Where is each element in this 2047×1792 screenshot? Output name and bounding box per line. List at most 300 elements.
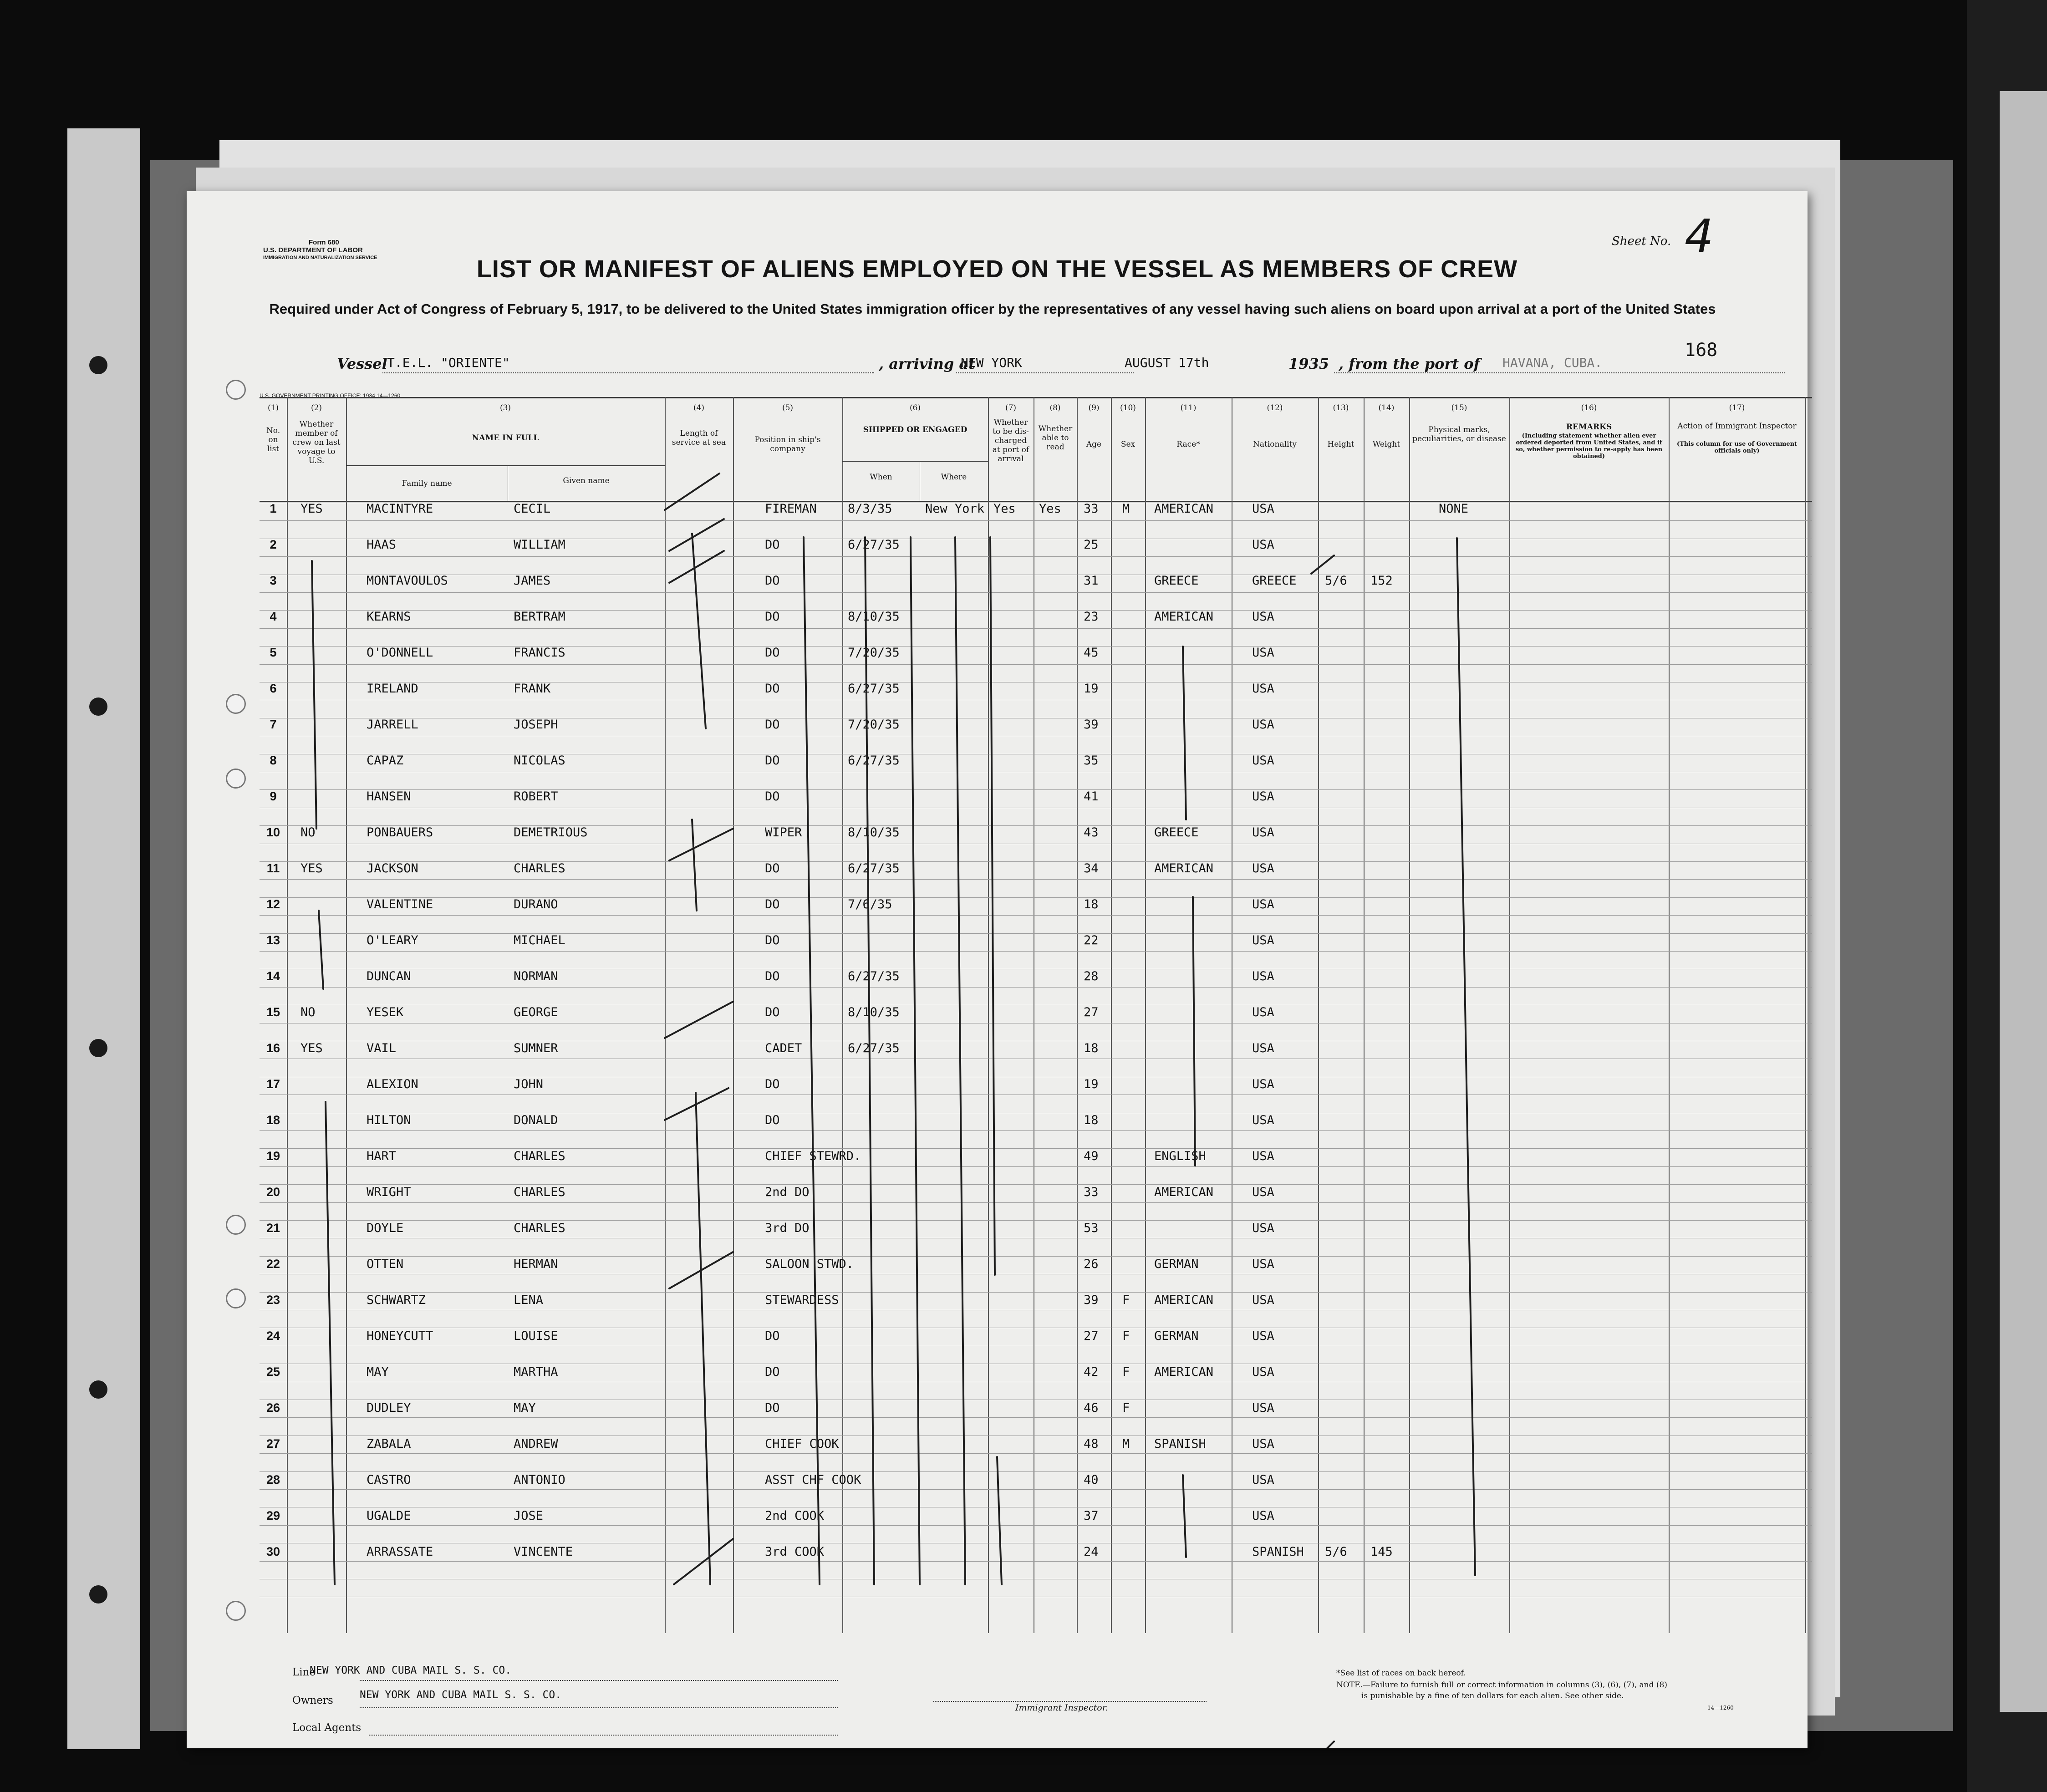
given-name-cell: NICOLAS	[514, 753, 565, 768]
position-cell: STEWARDESS	[765, 1293, 839, 1307]
nationality-cell: USA	[1252, 861, 1274, 876]
header-discharged: Whether to be dis-charged at port of arrival	[992, 418, 1029, 463]
family-name-cell: JACKSON	[367, 861, 418, 876]
row-number-cell: 14	[266, 969, 280, 983]
nationality-cell: USA	[1252, 897, 1274, 911]
nationality-cell: USA	[1252, 1257, 1274, 1271]
ditto-line-prev	[319, 911, 323, 989]
row-number-cell: 9	[270, 789, 277, 803]
colnum-4: (4)	[693, 403, 705, 412]
race-cell: AMERICAN	[1154, 861, 1214, 876]
shipped-when-cell: 8/3/35	[848, 502, 892, 516]
given-name-cell: ROBERT	[514, 789, 558, 804]
age-cell: 18	[1084, 1113, 1099, 1127]
previous-voyage-cell: YES	[300, 502, 323, 516]
family-name-cell: MAY	[367, 1365, 389, 1379]
height-cell: 5/6	[1325, 574, 1347, 588]
header-height: Height	[1327, 440, 1354, 449]
ditto-line-race	[1193, 897, 1195, 1166]
row-number-cell: 30	[266, 1545, 280, 1558]
nationality-cell: USA	[1252, 825, 1274, 840]
age-cell: 22	[1084, 933, 1099, 947]
ditto-line-race	[1183, 1475, 1186, 1557]
shipped-when-cell: 6/27/35	[848, 538, 900, 552]
row-number-cell: 7	[270, 718, 277, 731]
colnum-5: (5)	[782, 403, 794, 412]
header-able-to-read: Whether able to read	[1038, 424, 1073, 452]
age-cell: 18	[1084, 897, 1099, 911]
header-given-name: Given name	[563, 476, 610, 485]
nationality-cell: USA	[1252, 753, 1274, 768]
handwritten-marks-layer	[187, 191, 1808, 1748]
colnum-13: (13)	[1333, 403, 1349, 412]
race-cell: AMERICAN	[1154, 1185, 1214, 1199]
age-cell: 19	[1084, 682, 1099, 696]
row-number-cell: 2	[270, 538, 277, 551]
family-name-cell: PONBAUERS	[367, 825, 433, 840]
binding-hole	[89, 1585, 107, 1604]
given-name-cell: FRANCIS	[514, 646, 565, 660]
age-cell: 37	[1084, 1509, 1099, 1523]
nationality-cell: USA	[1252, 610, 1274, 624]
document-subtitle: Required under Act of Congress of February 5, 1917, to be delivered to the United States immigration officer by the representatives of any vessel having such aliens on board upon arrival at a port of the United States	[269, 301, 1716, 317]
colnum-12: (12)	[1267, 403, 1283, 412]
inspector-label: Immigrant Inspector.	[1015, 1703, 1108, 1713]
shipped-when-cell: 6/27/35	[848, 682, 900, 696]
nationality-cell: USA	[1252, 1329, 1274, 1343]
ditto-line-marks	[1457, 538, 1475, 1575]
family-name-cell: HILTON	[367, 1113, 411, 1127]
family-name-cell: CASTRO	[367, 1473, 411, 1487]
position-cell: FIREMAN	[765, 502, 817, 516]
header-physical-marks: Physical marks, peculiarities, or disease	[1412, 425, 1506, 443]
family-name-cell: MACINTYRE	[367, 502, 433, 516]
header-family-name: Family name	[402, 479, 452, 488]
given-name-cell: WILLIAM	[514, 538, 565, 552]
length-of-service-check	[674, 1539, 733, 1584]
age-cell: 43	[1084, 825, 1099, 840]
line-value: NEW YORK AND CUBA MAIL S. S. CO.	[310, 1665, 512, 1676]
row-number-cell: 12	[266, 897, 280, 911]
nationality-cell: USA	[1252, 502, 1274, 516]
position-cell: DO	[765, 1113, 780, 1127]
age-cell: 39	[1084, 1293, 1099, 1307]
check-mark	[1311, 555, 1334, 574]
binding-hole	[89, 697, 107, 716]
given-name-cell: LOUISE	[514, 1329, 558, 1343]
nationality-cell: USA	[1252, 1149, 1274, 1163]
header-age: Age	[1086, 440, 1102, 449]
row-number-cell: 6	[270, 682, 277, 695]
family-name-cell: HONEYCUTT	[367, 1329, 433, 1343]
weight-cell: 145	[1370, 1545, 1393, 1559]
binding-hole	[89, 356, 107, 374]
age-cell: 27	[1084, 1005, 1099, 1019]
position-cell: SALOON STWD.	[765, 1257, 854, 1271]
given-name-cell: DONALD	[514, 1113, 558, 1127]
able-to-read-cell: Yes	[1039, 502, 1061, 516]
row-number-cell: 23	[266, 1293, 280, 1307]
header-shipped-or-engaged: SHIPPED OR ENGAGED	[863, 425, 967, 434]
nationality-cell: USA	[1252, 1077, 1274, 1091]
sex-cell: F	[1122, 1293, 1130, 1307]
arrival-date: AUGUST 17th	[1125, 355, 1209, 370]
family-name-cell: DUNCAN	[367, 969, 411, 983]
given-name-cell: DURANO	[514, 897, 558, 911]
race-cell: GREECE	[1154, 825, 1199, 840]
given-name-cell: JOHN	[514, 1077, 544, 1091]
owners-label: Owners	[292, 1695, 333, 1706]
age-cell: 40	[1084, 1473, 1099, 1487]
arriving-label: , arriving at	[879, 355, 975, 372]
age-cell: 42	[1084, 1365, 1099, 1379]
nationality-cell: USA	[1252, 789, 1274, 804]
sex-cell: F	[1122, 1401, 1130, 1415]
row-number-cell: 26	[266, 1401, 280, 1415]
given-name-cell: MICHAEL	[514, 933, 565, 947]
given-name-cell: JAMES	[514, 574, 551, 588]
family-name-cell: VALENTINE	[367, 897, 433, 911]
weight-cell: 152	[1370, 574, 1393, 588]
ditto-line-age	[955, 537, 965, 1584]
family-name-cell: O'DONNELL	[367, 646, 433, 660]
row-number-cell: 25	[266, 1365, 280, 1379]
race-cell: ENGLISH	[1154, 1149, 1206, 1163]
header-when: When	[870, 473, 892, 482]
given-name-cell: DEMETRIOUS	[514, 825, 588, 840]
form-number: Form 680	[309, 239, 339, 246]
given-name-cell: ANTONIO	[514, 1473, 565, 1487]
shipped-when-cell: 6/27/35	[848, 969, 900, 983]
binding-hole	[89, 1380, 107, 1399]
position-cell: CHIEF COOK	[765, 1437, 839, 1451]
sheet-number-value: 4	[1685, 209, 1714, 263]
position-cell: DO	[765, 610, 780, 624]
given-name-cell: CHARLES	[514, 1149, 565, 1163]
family-name-cell: O'LEARY	[367, 933, 418, 947]
race-cell: SPANISH	[1154, 1437, 1206, 1451]
ditto-line-prev	[326, 1102, 335, 1584]
ditto-line-sex	[990, 537, 995, 1275]
position-cell: 2nd DO	[765, 1185, 810, 1199]
header-length-of-service: Length of service at sea	[672, 429, 726, 447]
nationality-cell: USA	[1252, 1509, 1274, 1523]
nationality-cell: USA	[1252, 1401, 1274, 1415]
binding-strip-left	[67, 128, 140, 1749]
header-sex: Sex	[1120, 440, 1136, 449]
colnum-1: (1)	[267, 403, 279, 412]
discharged-cell: Yes	[993, 502, 1016, 516]
nationality-cell: USA	[1252, 682, 1274, 696]
age-cell: 19	[1084, 1077, 1099, 1091]
position-cell: DO	[765, 753, 780, 768]
length-of-service-check	[669, 829, 733, 860]
header-inspector-action: Action of Immigrant Inspector	[1677, 422, 1797, 431]
position-cell: 3rd COOK	[765, 1545, 825, 1559]
vessel-label: Vessel	[337, 355, 387, 372]
row-number-cell: 16	[266, 1041, 280, 1055]
race-cell: GREECE	[1154, 574, 1199, 588]
colnum-6: (6)	[909, 403, 921, 412]
row-number-cell: 1	[270, 502, 277, 515]
given-name-cell: BERTRAM	[514, 610, 565, 624]
nationality-cell: USA	[1252, 1473, 1274, 1487]
race-note: *See list of races on back hereof.	[1336, 1669, 1466, 1678]
line-label: Line	[292, 1666, 316, 1678]
age-cell: 26	[1084, 1257, 1099, 1271]
given-name-cell: JOSEPH	[514, 718, 558, 732]
family-name-cell: JARRELL	[367, 718, 418, 732]
header-inspector-note: (This column for use of Government officials only)	[1676, 441, 1797, 454]
row-number-cell: 19	[266, 1149, 280, 1163]
nationality-cell: SPANISH	[1252, 1545, 1304, 1559]
age-cell: 33	[1084, 502, 1099, 516]
position-cell: DO	[765, 1329, 780, 1343]
family-name-cell: UGALDE	[367, 1509, 411, 1523]
family-name-cell: SCHWARTZ	[367, 1293, 426, 1307]
age-cell: 33	[1084, 1185, 1099, 1199]
header-previous-voyage: Whether member of crew on last voyage to U.S.	[292, 420, 341, 465]
header-race: Race*	[1176, 440, 1200, 449]
family-name-cell: MONTAVOULOS	[367, 574, 448, 588]
shipped-when-cell: 8/10/35	[848, 825, 900, 840]
position-cell: DO	[765, 718, 780, 732]
nationality-cell: USA	[1252, 1005, 1274, 1019]
nationality-cell: USA	[1252, 1221, 1274, 1235]
length-of-service-check	[665, 1002, 733, 1038]
position-cell: DO	[765, 933, 780, 947]
age-cell: 25	[1084, 538, 1099, 552]
given-name-cell: LENA	[514, 1293, 544, 1307]
shipped-when-cell: 6/27/35	[848, 753, 900, 768]
age-cell: 31	[1084, 574, 1099, 588]
nationality-cell: USA	[1252, 1185, 1274, 1199]
position-cell: ASST CHF COOK	[765, 1473, 861, 1487]
ditto-line-where	[804, 537, 820, 1584]
age-cell: 41	[1084, 789, 1099, 804]
family-name-cell: HANSEN	[367, 789, 411, 804]
age-cell: 45	[1084, 646, 1099, 660]
row-number-cell: 10	[266, 825, 280, 839]
colnum-9: (9)	[1088, 403, 1100, 412]
race-cell: GERMAN	[1154, 1257, 1199, 1271]
position-cell: DO	[765, 897, 780, 911]
family-name-cell: CAPAZ	[367, 753, 404, 768]
sex-cell: M	[1122, 502, 1130, 516]
previous-voyage-cell: NO	[300, 1005, 316, 1019]
header-remarks: REMARKS	[1566, 423, 1612, 432]
previous-voyage-cell: YES	[300, 1041, 323, 1055]
given-name-cell: VINCENTE	[514, 1545, 573, 1559]
ditto-line-sex	[997, 1457, 1002, 1584]
position-cell: DO	[765, 1365, 780, 1379]
owners-underline	[360, 1707, 838, 1708]
row-number-cell: 18	[266, 1113, 280, 1127]
row-number-cell: 20	[266, 1185, 280, 1199]
given-name-cell: CHARLES	[514, 1221, 565, 1235]
row-number-cell: 5	[270, 646, 277, 659]
shipped-when-cell: 7/6/35	[848, 897, 892, 911]
position-cell: WIPER	[765, 825, 802, 840]
header-position: Position in ship's company	[754, 435, 821, 453]
nationality-cell: USA	[1252, 1365, 1274, 1379]
shipped-when-cell: 6/27/35	[848, 861, 900, 876]
sex-cell: M	[1122, 1437, 1130, 1451]
colnum-3: (3)	[499, 403, 511, 412]
nationality-cell: USA	[1252, 646, 1274, 660]
inspector-underline	[933, 1701, 1207, 1702]
previous-voyage-cell: YES	[300, 861, 323, 876]
shipped-when-cell: 8/10/35	[848, 1005, 900, 1019]
owners-value: NEW YORK AND CUBA MAIL S. S. CO.	[360, 1689, 562, 1701]
nationality-cell: USA	[1252, 1293, 1274, 1307]
colnum-8: (8)	[1049, 403, 1061, 412]
header-weight: Weight	[1372, 440, 1400, 449]
arriving-port: NEW YORK	[961, 355, 1022, 370]
row-number-cell: 27	[266, 1437, 280, 1451]
sex-cell: F	[1122, 1365, 1130, 1379]
family-name-cell: KEARNS	[367, 610, 411, 624]
position-cell: DO	[765, 1077, 780, 1091]
family-name-cell: ZABALA	[367, 1437, 411, 1451]
family-name-cell: IRELAND	[367, 682, 418, 696]
age-cell: 39	[1084, 718, 1099, 732]
position-cell: DO	[765, 1401, 780, 1415]
check-mark	[1314, 1741, 1334, 1748]
given-name-cell: SUMNER	[514, 1041, 558, 1055]
age-cell: 35	[1084, 753, 1099, 768]
row-number-cell: 11	[266, 861, 280, 875]
colnum-7: (7)	[1005, 403, 1017, 412]
nationality-cell: GREECE	[1252, 574, 1297, 588]
header-remarks-note: (Including statement whether alien ever ordered deported from United States, and if so, whether permission to re-apply has been obtained)	[1515, 433, 1663, 460]
ditto-line-when	[696, 1093, 710, 1584]
age-cell: 48	[1084, 1437, 1099, 1451]
family-name-cell: WRIGHT	[367, 1185, 411, 1199]
nationality-cell: USA	[1252, 969, 1274, 983]
position-cell: DO	[765, 646, 780, 660]
nationality-cell: USA	[1252, 1113, 1274, 1127]
shipped-when-cell: 6/27/35	[848, 1041, 900, 1055]
position-cell: DO	[765, 1005, 780, 1019]
document-title: LIST OR MANIFEST OF ALIENS EMPLOYED ON THE VESSEL AS MEMBERS OF CREW	[476, 255, 1518, 283]
family-name-cell: ARRASSATE	[367, 1545, 433, 1559]
ditto-line-when	[692, 820, 697, 911]
length-of-service-check	[669, 551, 724, 583]
family-name-cell: DOYLE	[367, 1221, 404, 1235]
given-name-cell: HERMAN	[514, 1257, 558, 1271]
given-name-cell: ANDREW	[514, 1437, 558, 1451]
shipped-when-cell: 8/10/35	[848, 610, 900, 624]
position-cell: DO	[765, 682, 780, 696]
height-cell: 5/6	[1325, 1545, 1347, 1559]
given-name-cell: CECIL	[514, 502, 551, 516]
shipped-where-cell: New York	[925, 502, 985, 516]
given-name-cell: MARTHA	[514, 1365, 558, 1379]
nationality-cell: USA	[1252, 933, 1274, 947]
header-no-on-list: No. on list	[266, 426, 280, 453]
colnum-2: (2)	[311, 403, 322, 412]
colnum-11: (11)	[1180, 403, 1197, 412]
age-cell: 28	[1084, 969, 1099, 983]
age-cell: 23	[1084, 610, 1099, 624]
given-name-cell: CHARLES	[514, 861, 565, 876]
row-number-cell: 28	[266, 1473, 280, 1487]
row-number-cell: 17	[266, 1077, 280, 1091]
family-name-cell: HAAS	[367, 538, 397, 552]
family-name-cell: VAIL	[367, 1041, 397, 1055]
row-number-cell: 13	[266, 933, 280, 947]
given-name-cell: FRANK	[514, 682, 551, 696]
colnum-16: (16)	[1581, 403, 1597, 412]
colnum-10: (10)	[1120, 403, 1136, 412]
given-name-cell: MAY	[514, 1401, 536, 1415]
sex-cell: F	[1122, 1329, 1130, 1343]
physical-marks-cell: NONE	[1439, 502, 1469, 516]
from-port: HAVANA, CUBA.	[1502, 355, 1603, 370]
vessel-name: T.E.L. "ORIENTE"	[387, 355, 510, 370]
nationality-cell: USA	[1252, 1041, 1274, 1055]
length-of-service-check	[665, 473, 719, 510]
family-name-cell: DUDLEY	[367, 1401, 411, 1415]
previous-voyage-cell: NO	[300, 825, 316, 840]
age-cell: 34	[1084, 861, 1099, 876]
given-name-cell: NORMAN	[514, 969, 558, 983]
age-cell: 27	[1084, 1329, 1099, 1343]
race-cell: AMERICAN	[1154, 1365, 1214, 1379]
form-code: 14—1260	[1707, 1705, 1734, 1711]
position-cell: DO	[765, 789, 780, 804]
row-number-cell: 4	[270, 610, 277, 623]
position-cell: CADET	[765, 1041, 802, 1055]
nationality-cell: USA	[1252, 1437, 1274, 1451]
age-cell: 49	[1084, 1149, 1099, 1163]
given-name-cell: GEORGE	[514, 1005, 558, 1019]
position-cell: DO	[765, 969, 780, 983]
agents-underline	[369, 1735, 838, 1736]
binding-hole	[89, 1039, 107, 1057]
line-underline	[360, 1680, 838, 1681]
position-cell: DO	[765, 861, 780, 876]
given-name-cell: JOSE	[514, 1509, 544, 1523]
given-name-cell: CHARLES	[514, 1185, 565, 1199]
department-name: U.S. DEPARTMENT OF LABOR	[263, 246, 363, 254]
row-number-cell: 8	[270, 753, 277, 767]
ditto-line-read	[911, 537, 920, 1584]
age-cell: 46	[1084, 1401, 1099, 1415]
printer-imprint: U.S. GOVERNMENT PRINTING OFFICE: 1934 14—1260	[260, 392, 401, 399]
age-cell: 24	[1084, 1545, 1099, 1559]
from-label: , from the port of	[1339, 355, 1480, 372]
row-number-cell: 15	[266, 1005, 280, 1019]
colnum-14: (14)	[1378, 403, 1395, 412]
shipped-when-cell: 7/20/35	[848, 646, 900, 660]
race-cell: GERMAN	[1154, 1329, 1199, 1343]
family-name-cell: YESEK	[367, 1005, 404, 1019]
nationality-cell: USA	[1252, 538, 1274, 552]
race-cell: AMERICAN	[1154, 502, 1214, 516]
age-cell: 18	[1084, 1041, 1099, 1055]
page-number: 168	[1685, 340, 1718, 361]
row-number-cell: 24	[266, 1329, 280, 1343]
row-number-cell: 29	[266, 1509, 280, 1522]
colnum-17: (17)	[1729, 403, 1745, 412]
position-cell: DO	[765, 538, 780, 552]
age-cell: 53	[1084, 1221, 1099, 1235]
race-cell: AMERICAN	[1154, 1293, 1214, 1307]
length-of-service-check	[669, 519, 724, 551]
family-name-cell: HART	[367, 1149, 397, 1163]
